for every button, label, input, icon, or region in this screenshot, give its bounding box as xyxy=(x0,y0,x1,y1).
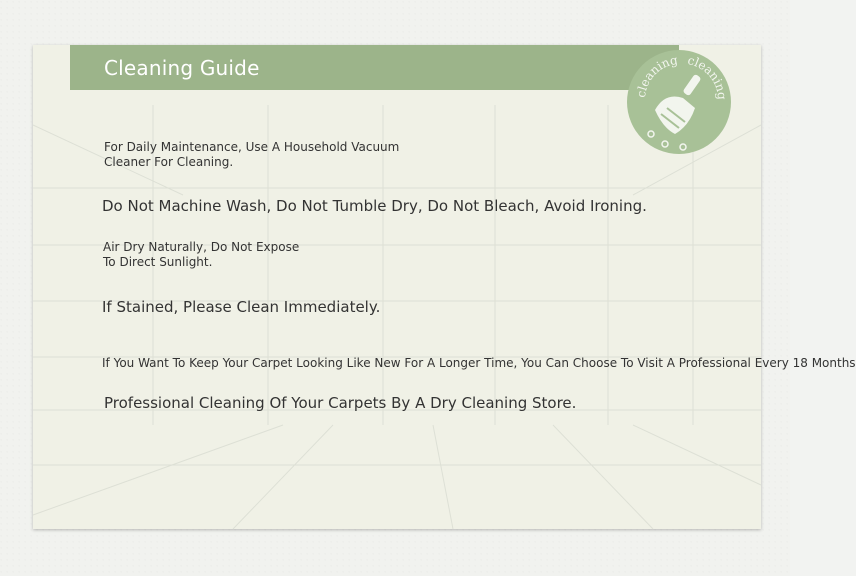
instruction-professional-visit: If You Want To Keep Your Carpet Looking Like New For A Longer Time, You Can Choose To Visit A Professional Every 18 Months xyxy=(102,356,856,370)
instruction-stains: If Stained, Please Clean Immediately. xyxy=(102,298,381,316)
page-title: Cleaning Guide xyxy=(104,56,260,80)
badge-arc-text-right: cleaning xyxy=(686,53,730,101)
cleaning-guide-card xyxy=(33,45,856,529)
instruction-air-dry: Air Dry Naturally, Do Not Expose To Direct Sunlight. xyxy=(103,240,300,269)
instruction-daily-maintenance: For Daily Maintenance, Use A Household Vacuum Cleaner For Cleaning. xyxy=(104,140,400,169)
instruction-no-wash: Do Not Machine Wash, Do Not Tumble Dry, Do Not Bleach, Avoid Ironing. xyxy=(102,197,647,215)
cleaning-badge xyxy=(625,48,733,156)
badge-arc-text-left: cleaning xyxy=(633,52,679,99)
instruction-dry-cleaning: Professional Cleaning Of Your Carpets By A Dry Cleaning Store. xyxy=(104,394,577,412)
